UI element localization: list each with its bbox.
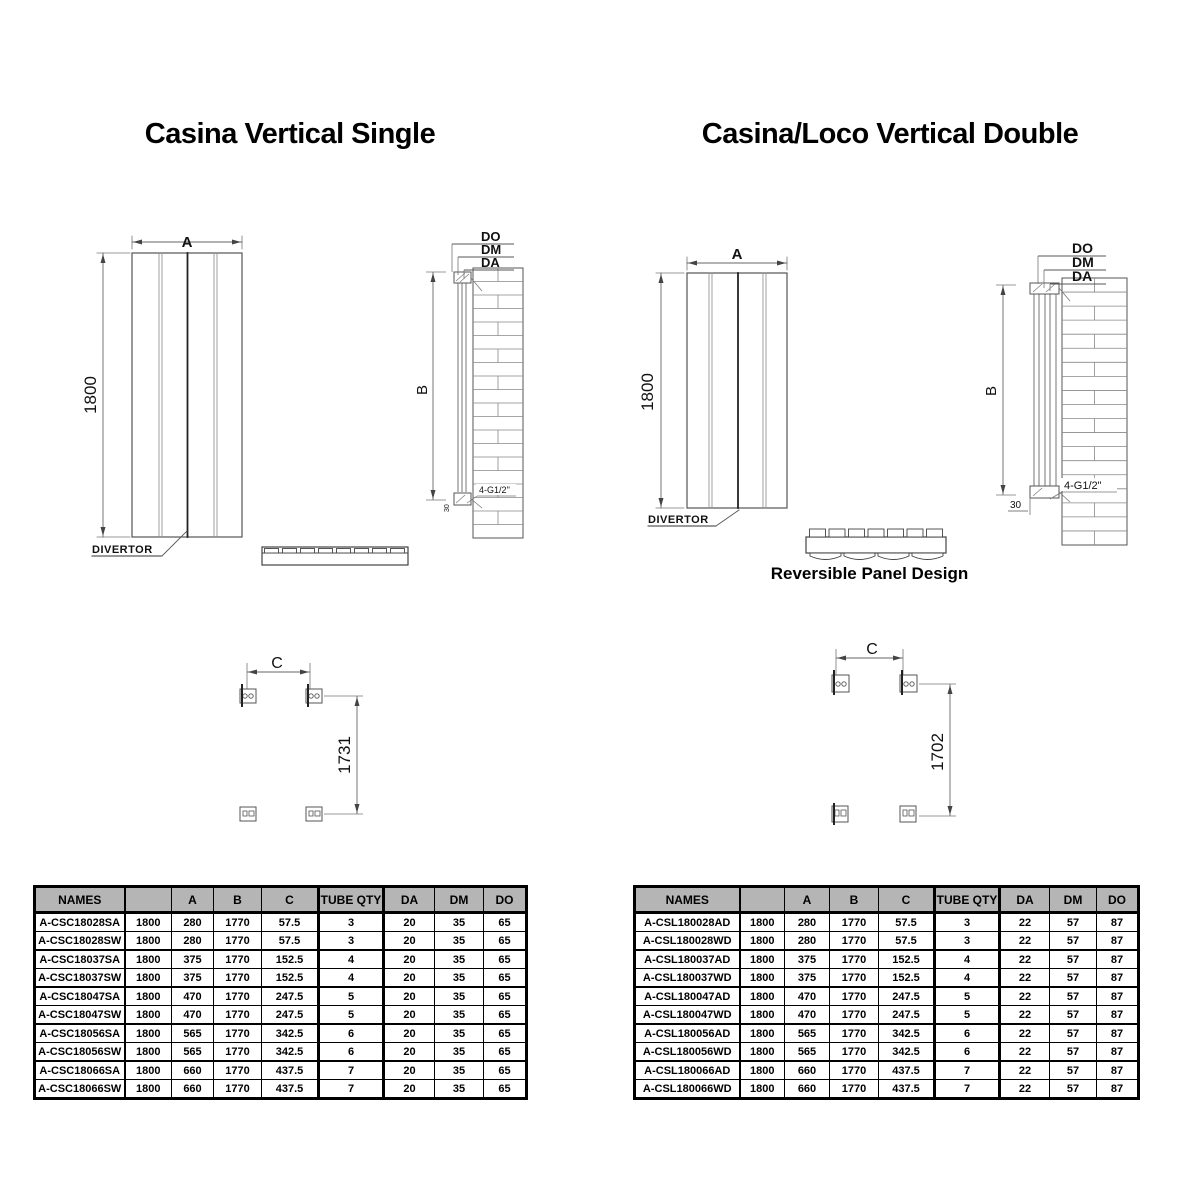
value-cell: 3	[319, 913, 384, 932]
wall-bricks	[473, 268, 523, 538]
value-cell: 65	[484, 950, 527, 969]
title-single: Casina Vertical Single	[144, 118, 436, 150]
value-cell: 1770	[214, 987, 262, 1006]
value-cell: 65	[484, 913, 527, 932]
table-row	[635, 1006, 1139, 1025]
value-cell: 247.5	[262, 987, 319, 1006]
offset-label: 30	[1010, 500, 1022, 511]
value-cell: 437.5	[879, 1061, 935, 1080]
value-cell: 1770	[830, 1006, 879, 1025]
title-double: Casina/Loco Vertical Double	[701, 118, 1079, 150]
value-cell: 65	[484, 1043, 527, 1062]
value-cell: 470	[172, 1006, 214, 1025]
table-row	[35, 987, 527, 1006]
value-cell: 1770	[830, 950, 879, 969]
table-row	[635, 969, 1139, 988]
dim-label-da: DA	[481, 255, 500, 270]
arrowhead	[355, 697, 360, 706]
value-cell: 280	[785, 932, 830, 951]
value-cell: 20	[384, 969, 435, 988]
value-cell: 87	[1097, 969, 1139, 988]
table-row	[635, 1061, 1139, 1080]
value-cell: 1770	[214, 950, 262, 969]
col-header-do: DO	[484, 887, 527, 913]
header-row	[635, 887, 1139, 913]
col-header-b: B	[214, 887, 262, 913]
table-row	[35, 1043, 527, 1062]
dim-label-dm: DM	[1072, 254, 1094, 270]
arrowhead	[1001, 485, 1006, 494]
col-header-c: C	[262, 887, 319, 913]
arrowhead	[659, 498, 664, 507]
table-row	[35, 932, 527, 951]
dim-label-do: DO	[481, 229, 501, 244]
value-cell: 247.5	[879, 1006, 935, 1025]
value-cell: 6	[935, 1043, 1000, 1062]
value-cell: 1770	[830, 1061, 879, 1080]
value-cell: 57	[1050, 950, 1097, 969]
value-cell: 57	[1050, 1024, 1097, 1043]
model-name-cell: A-CSL180056WD	[635, 1043, 740, 1062]
value-cell: 22	[1000, 1061, 1050, 1080]
value-cell: 3	[935, 932, 1000, 951]
double-side-view	[983, 240, 1127, 545]
value-cell: 22	[1000, 987, 1050, 1006]
value-cell: 1770	[830, 1080, 879, 1099]
value-cell: 470	[785, 1006, 830, 1025]
value-cell: 437.5	[879, 1080, 935, 1099]
value-cell: 1800	[125, 1061, 172, 1080]
model-name-cell: A-CSL180028AD	[635, 913, 740, 932]
value-cell: 22	[1000, 1024, 1050, 1043]
col-header-c: C	[879, 887, 935, 913]
value-cell: 565	[785, 1024, 830, 1043]
value-cell: 20	[384, 1006, 435, 1025]
arrowhead	[248, 670, 257, 675]
value-cell: 1770	[214, 1061, 262, 1080]
value-cell: 342.5	[262, 1024, 319, 1043]
value-cell: 1770	[830, 969, 879, 988]
model-name-cell: A-CSC18028SA	[35, 913, 125, 932]
model-name-cell: A-CSL180037AD	[635, 950, 740, 969]
arrowhead	[355, 804, 360, 813]
thread-label: 4-G1/2''	[479, 485, 510, 495]
arrowhead	[893, 656, 902, 661]
value-cell: 7	[935, 1080, 1000, 1099]
value-cell: 1800	[125, 1080, 172, 1099]
value-cell: 5	[319, 1006, 384, 1025]
offset-label: 30	[444, 504, 451, 512]
value-cell: 7	[319, 1061, 384, 1080]
col-header-b: B	[830, 887, 879, 913]
arrowhead	[300, 670, 309, 675]
model-name-cell: A-CSC18037SW	[35, 969, 125, 988]
value-cell: 1770	[214, 1024, 262, 1043]
value-cell: 247.5	[262, 1006, 319, 1025]
value-cell: 1800	[125, 969, 172, 988]
value-cell: 57.5	[879, 913, 935, 932]
value-cell: 565	[172, 1043, 214, 1062]
dim-label-dm: DM	[481, 242, 502, 257]
value-cell: 1800	[740, 932, 785, 951]
col-header-da: DA	[1000, 887, 1050, 913]
value-cell: 87	[1097, 1043, 1139, 1062]
value-cell: 65	[484, 969, 527, 988]
model-name-cell: A-CSL180037WD	[635, 969, 740, 988]
value-cell: 280	[785, 913, 830, 932]
value-cell: 152.5	[879, 969, 935, 988]
value-cell: 1800	[740, 1043, 785, 1062]
arrowhead	[659, 274, 664, 283]
value-cell: 1770	[214, 932, 262, 951]
col-header-a: A	[785, 887, 830, 913]
value-cell: 342.5	[262, 1043, 319, 1062]
value-cell: 1770	[214, 1043, 262, 1062]
reversible-panel-caption: Reversible Panel Design	[770, 564, 969, 583]
value-cell: 57	[1050, 1006, 1097, 1025]
model-name-cell: A-CSC18037SA	[35, 950, 125, 969]
value-cell: 1800	[125, 913, 172, 932]
bottom-fitting	[454, 493, 471, 505]
value-cell: 87	[1097, 1061, 1139, 1080]
value-cell: 1770	[830, 913, 879, 932]
value-cell: 87	[1097, 987, 1139, 1006]
table-row	[635, 1043, 1139, 1062]
value-cell: 20	[384, 932, 435, 951]
value-cell: 342.5	[879, 1043, 935, 1062]
value-cell: 20	[384, 1043, 435, 1062]
value-cell: 1800	[125, 1024, 172, 1043]
value-cell: 1800	[740, 950, 785, 969]
col-header-a: A	[172, 887, 214, 913]
value-cell: 57.5	[879, 932, 935, 951]
col-header-do: DO	[1097, 887, 1139, 913]
dim-label-c: C	[271, 655, 283, 672]
value-cell: 152.5	[262, 950, 319, 969]
value-cell: 375	[785, 969, 830, 988]
value-cell: 22	[1000, 1043, 1050, 1062]
dim-label-a: A	[731, 246, 743, 263]
value-cell: 57	[1050, 1061, 1097, 1080]
value-cell: 57	[1050, 1043, 1097, 1062]
value-cell: 35	[435, 1024, 484, 1043]
value-cell: 660	[785, 1080, 830, 1099]
arrowhead	[133, 240, 142, 245]
value-cell: 65	[484, 1061, 527, 1080]
model-name-cell: A-CSC18056SW	[35, 1043, 125, 1062]
double-panel-profile-bottom	[810, 553, 943, 560]
col-header-names: NAMES	[35, 887, 125, 913]
value-cell: 1800	[125, 987, 172, 1006]
value-cell: 280	[172, 932, 214, 951]
divertor-label: DIVERTOR	[648, 514, 709, 526]
value-cell: 35	[435, 969, 484, 988]
arrowhead	[688, 261, 697, 266]
col-header-names: NAMES	[635, 887, 740, 913]
value-cell: 87	[1097, 950, 1139, 969]
value-cell: 375	[785, 950, 830, 969]
dim-label-a: A	[181, 234, 193, 251]
value-cell: 6	[319, 1024, 384, 1043]
value-cell: 1800	[740, 987, 785, 1006]
value-cell: 375	[172, 969, 214, 988]
value-cell: 6	[319, 1043, 384, 1062]
value-cell: 6	[935, 1024, 1000, 1043]
value-cell: 22	[1000, 950, 1050, 969]
col-header-dm: DM	[435, 887, 484, 913]
value-cell: 1800	[125, 1006, 172, 1025]
model-name-cell: A-CSL180056AD	[635, 1024, 740, 1043]
value-cell: 5	[935, 987, 1000, 1006]
arrowhead	[232, 240, 241, 245]
arrowhead	[777, 261, 786, 266]
value-cell: 22	[1000, 1080, 1050, 1099]
value-cell: 57	[1050, 932, 1097, 951]
value-cell: 565	[785, 1043, 830, 1062]
value-cell: 1800	[125, 932, 172, 951]
value-cell: 57	[1050, 913, 1097, 932]
single-front-view	[81, 234, 242, 556]
value-cell: 87	[1097, 932, 1139, 951]
arrowhead	[1001, 286, 1006, 295]
value-cell: 20	[384, 1061, 435, 1080]
value-cell: 20	[384, 987, 435, 1006]
value-cell: 87	[1097, 1024, 1139, 1043]
double-panel-profile-top	[810, 529, 943, 537]
value-cell: 35	[435, 1061, 484, 1080]
double-bracket-layout	[832, 641, 956, 825]
arrowhead	[101, 527, 106, 536]
value-cell: 35	[435, 1006, 484, 1025]
value-cell: 65	[484, 1024, 527, 1043]
value-cell: 5	[319, 987, 384, 1006]
arrowhead	[837, 656, 846, 661]
divertor-label: DIVERTOR	[92, 544, 153, 556]
value-cell: 4	[319, 969, 384, 988]
value-cell: 57.5	[262, 932, 319, 951]
value-cell: 3	[319, 932, 384, 951]
value-cell: 22	[1000, 913, 1050, 932]
arrowhead	[431, 490, 436, 499]
value-cell: 4	[935, 950, 1000, 969]
value-cell: 1770	[830, 987, 879, 1006]
dim-label-do: DO	[1072, 240, 1093, 256]
value-cell: 4	[935, 969, 1000, 988]
value-cell: 20	[384, 913, 435, 932]
arrowhead	[948, 685, 953, 694]
table-row	[35, 913, 527, 932]
thread-label: 4-G1/2"	[1064, 480, 1102, 492]
value-cell: 1770	[214, 1080, 262, 1099]
dim-label-1800: 1800	[81, 376, 100, 414]
value-cell: 565	[172, 1024, 214, 1043]
value-cell: 470	[785, 987, 830, 1006]
table-row	[35, 1061, 527, 1080]
value-cell: 660	[172, 1080, 214, 1099]
arrowhead	[948, 806, 953, 815]
value-cell: 1770	[830, 1024, 879, 1043]
dim-label-1800: 1800	[638, 373, 657, 411]
value-cell: 35	[435, 987, 484, 1006]
value-cell: 4	[319, 950, 384, 969]
model-name-cell: A-CSC18066SA	[35, 1061, 125, 1080]
value-cell: 1770	[214, 969, 262, 988]
arrowhead	[431, 273, 436, 282]
double-top-view	[806, 529, 946, 560]
table-row	[635, 932, 1139, 951]
value-cell: 1770	[830, 1043, 879, 1062]
col-header-tube-qty: TUBE QTY	[935, 887, 1000, 913]
value-cell: 35	[435, 932, 484, 951]
value-cell: 65	[484, 1080, 527, 1099]
value-cell: 3	[935, 913, 1000, 932]
value-cell: 65	[484, 987, 527, 1006]
value-cell: 1800	[125, 950, 172, 969]
value-cell: 1800	[740, 969, 785, 988]
value-cell: 342.5	[879, 1024, 935, 1043]
col-header-dm: DM	[1050, 887, 1097, 913]
value-cell: 22	[1000, 1006, 1050, 1025]
value-cell: 22	[1000, 969, 1050, 988]
col-header-da: DA	[384, 887, 435, 913]
model-name-cell: A-CSL180047AD	[635, 987, 740, 1006]
table-row	[635, 913, 1139, 932]
value-cell: 1800	[125, 1043, 172, 1062]
value-cell: 35	[435, 1080, 484, 1099]
model-name-cell: A-CSL180066WD	[635, 1080, 740, 1099]
value-cell: 1800	[740, 1080, 785, 1099]
value-cell: 20	[384, 950, 435, 969]
single-bracket-layout	[240, 655, 363, 821]
dim-label-1702: 1702	[928, 733, 947, 771]
value-cell: 247.5	[879, 987, 935, 1006]
value-cell: 22	[1000, 932, 1050, 951]
value-cell: 437.5	[262, 1061, 319, 1080]
value-cell: 470	[172, 987, 214, 1006]
table-row	[35, 1024, 527, 1043]
value-cell: 7	[319, 1080, 384, 1099]
value-cell: 35	[435, 1043, 484, 1062]
value-cell: 57	[1050, 1080, 1097, 1099]
model-name-cell: A-CSC18047SA	[35, 987, 125, 1006]
value-cell: 375	[172, 950, 214, 969]
col-header-blank	[125, 887, 172, 913]
model-name-cell: A-CSL180028WD	[635, 932, 740, 951]
value-cell: 1800	[740, 1061, 785, 1080]
dim-label-b: B	[414, 384, 431, 396]
value-cell: 1800	[740, 1024, 785, 1043]
dim-label-c: C	[866, 641, 878, 658]
top-fitting	[454, 272, 471, 283]
value-cell: 65	[484, 932, 527, 951]
value-cell: 1800	[740, 913, 785, 932]
value-cell: 87	[1097, 1006, 1139, 1025]
col-header-blank	[740, 887, 785, 913]
value-cell: 1770	[830, 932, 879, 951]
model-name-cell: A-CSC18047SW	[35, 1006, 125, 1025]
table-row	[635, 1024, 1139, 1043]
table-row	[35, 950, 527, 969]
table-row	[35, 969, 527, 988]
table-row	[635, 950, 1139, 969]
bracket	[900, 806, 916, 822]
value-cell: 660	[172, 1061, 214, 1080]
value-cell: 57	[1050, 987, 1097, 1006]
dim-label-1731: 1731	[335, 736, 354, 774]
model-name-cell: A-CSL180047WD	[635, 1006, 740, 1025]
value-cell: 87	[1097, 913, 1139, 932]
dim-label-b: B	[983, 385, 1000, 397]
value-cell: 152.5	[879, 950, 935, 969]
value-cell: 5	[935, 1006, 1000, 1025]
value-cell: 7	[935, 1061, 1000, 1080]
value-cell: 35	[435, 913, 484, 932]
value-cell: 1770	[214, 913, 262, 932]
value-cell: 280	[172, 913, 214, 932]
value-cell: 660	[785, 1061, 830, 1080]
value-cell: 20	[384, 1024, 435, 1043]
value-cell: 57	[1050, 969, 1097, 988]
value-cell: 152.5	[262, 969, 319, 988]
col-header-tube-qty: TUBE QTY	[319, 887, 384, 913]
arrowhead	[101, 254, 106, 263]
model-name-cell: A-CSC18066SW	[35, 1080, 125, 1099]
spec-table-single	[33, 885, 528, 1100]
value-cell: 20	[384, 1080, 435, 1099]
model-name-cell: A-CSL180066AD	[635, 1061, 740, 1080]
table-row	[35, 1080, 527, 1099]
wall-bricks	[1062, 278, 1127, 545]
table-row	[635, 987, 1139, 1006]
model-name-cell: A-CSC18056SA	[35, 1024, 125, 1043]
table-row	[635, 1080, 1139, 1099]
single-side-view	[414, 229, 523, 538]
header-row	[35, 887, 527, 913]
value-cell: 87	[1097, 1080, 1139, 1099]
single-top-view	[262, 547, 408, 565]
value-cell: 437.5	[262, 1080, 319, 1099]
value-cell: 1770	[214, 1006, 262, 1025]
dim-label-da: DA	[1072, 268, 1093, 284]
value-cell: 35	[435, 950, 484, 969]
spec-table-double	[633, 885, 1140, 1100]
value-cell: 57.5	[262, 913, 319, 932]
table-row	[35, 1006, 527, 1025]
value-cell: 65	[484, 1006, 527, 1025]
value-cell: 1800	[740, 1006, 785, 1025]
model-name-cell: A-CSC18028SW	[35, 932, 125, 951]
double-front-view	[638, 246, 787, 526]
